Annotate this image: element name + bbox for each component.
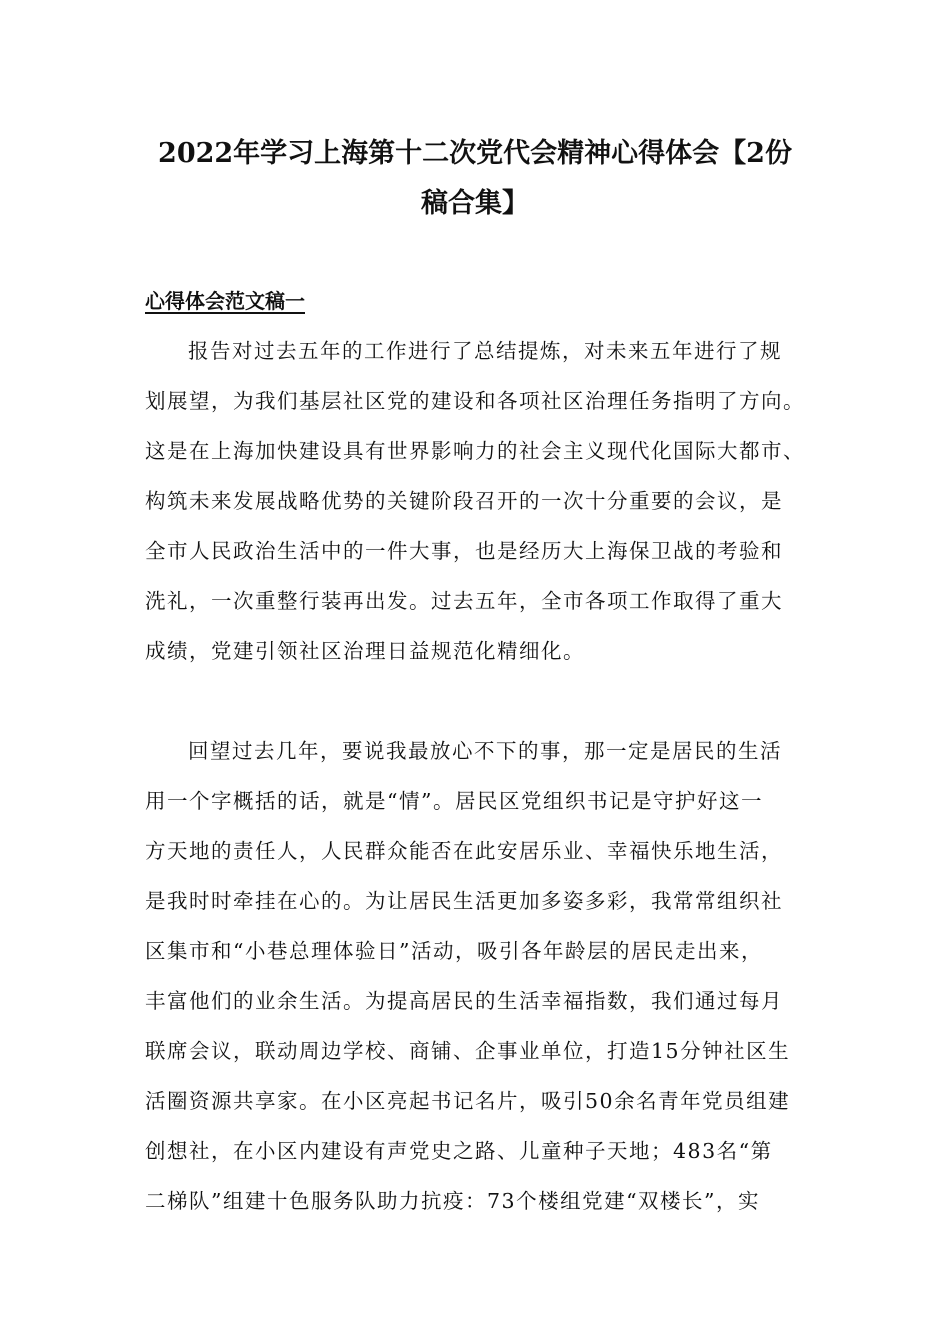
paragraph-1-line: 报告对过去五年的工作进行了总结提炼，对未来五年进行了规 [188,339,782,363]
section-heading: 心得体会范文稿一 [145,289,305,313]
document-title-line-2: 稿合集】 [421,188,529,219]
paragraph-2-line: 用一个字概括的话，就是“情”。居民区党组织书记是守护好这一 [145,789,763,813]
paragraph-2-line: 是我时时牵挂在心的。为让居民生活更加多姿多彩，我常常组织社 [145,889,783,913]
document-title-line-1: 2022年学习上海第十二次党代会精神心得体会【2份 [158,138,792,169]
paragraph-2-line: 区集市和“小巷总理体验日”活动，吸引各年龄层的居民走出来， [145,939,763,963]
paragraph-2-line: 创想社，在小区内建设有声党史之路、儿童种子天地；483名“第 [145,1139,773,1163]
paragraph-1-line: 划展望，为我们基层社区党的建设和各项社区治理任务指明了方向。 [145,389,805,413]
paragraph-1-line: 成绩，党建引领社区治理日益规范化精细化。 [145,639,585,663]
paragraph-1-line: 构筑未来发展战略优势的关键阶段召开的一次十分重要的会议，是 [145,489,783,513]
paragraph-2-line: 联席会议，联动周边学校、商铺、企事业单位，打造15分钟社区生 [145,1039,791,1063]
paragraph-2-line: 回望过去几年，要说我最放心不下的事，那一定是居民的生活 [188,739,782,763]
paragraph-2-line: 二梯队”组建十色服务队助力抗疫：73个楼组党建“双楼长”，实 [145,1189,761,1213]
paragraph-2-line: 活圈资源共享家。在小区亮起书记名片，吸引50余名青年党员组建 [145,1089,791,1113]
paragraph-2-line: 方天地的责任人，人民群众能否在此安居乐业、幸福快乐地生活， [145,839,783,863]
paragraph-1-line: 洗礼，一次重整行装再出发。过去五年，全市各项工作取得了重大 [145,589,783,613]
paragraph-1-line: 这是在上海加快建设具有世界影响力的社会主义现代化国际大都市、 [145,439,805,463]
paragraph-2-line: 丰富他们的业余生活。为提高居民的生活幸福指数，我们通过每月 [145,989,783,1013]
paragraph-1-line: 全市人民政治生活中的一件大事，也是经历大上海保卫战的考验和 [145,539,783,563]
